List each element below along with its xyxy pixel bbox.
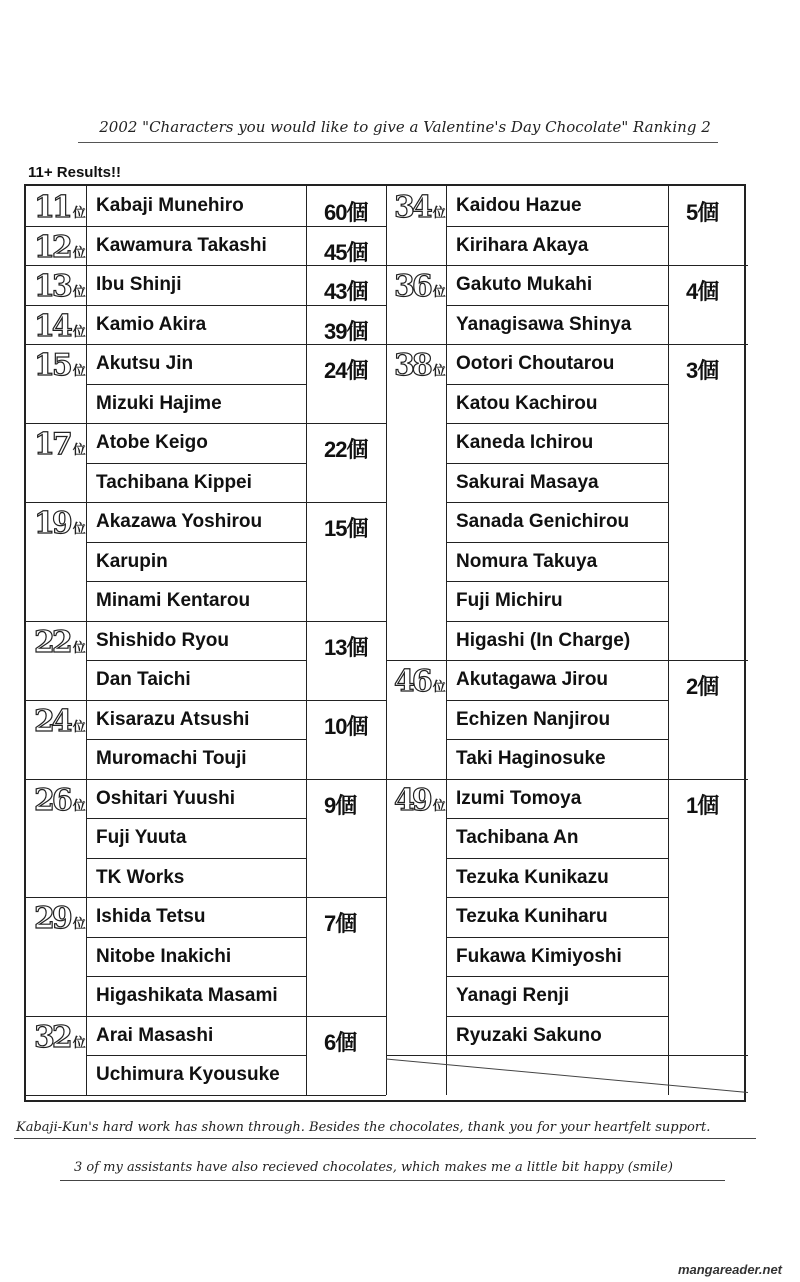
rank-label: 34 位 — [394, 190, 446, 225]
author-note-1: Kabaji-Kun's hard work has shown through. Besides the chocolates, thank you for your heartfelt support. — [16, 1120, 711, 1135]
rank-suffix: 位 — [432, 285, 446, 300]
row-divider — [446, 818, 668, 819]
character-name: Tachibana Kippei — [96, 471, 252, 493]
rank-suffix: 位 — [72, 798, 86, 814]
group-divider — [386, 265, 748, 266]
chocolate-count: 24個 — [324, 358, 368, 383]
ranking-table — [24, 184, 746, 1102]
group-divider — [26, 897, 386, 898]
character-name: Ryuzaki Sakuno — [456, 1024, 602, 1046]
group-divider — [386, 779, 748, 780]
rank-suffix: 位 — [72, 917, 86, 932]
row-divider — [86, 384, 306, 385]
row-divider — [446, 1016, 668, 1017]
character-name: Fuji Yuuta — [96, 827, 187, 848]
strike-line — [386, 1059, 748, 1093]
rank-suffix: 位 — [72, 1035, 86, 1051]
character-name: Fuji Michiru — [456, 590, 563, 611]
character-name: Arai Masashi — [96, 1024, 214, 1046]
rank-label: 14 位 — [34, 308, 86, 344]
row-divider — [446, 739, 668, 740]
rank-suffix: 位 — [432, 680, 446, 695]
character-name: Muromachi Touji — [96, 748, 247, 769]
row-divider — [446, 621, 668, 622]
column-divider — [668, 186, 669, 1095]
rank-label: 32 位 — [34, 1019, 86, 1055]
rank-suffix: 位 — [72, 285, 86, 300]
column-divider — [386, 186, 387, 1095]
character-name: TK Works — [96, 866, 185, 888]
chocolate-count: 1個 — [686, 792, 719, 818]
character-name: Yanagi Renji — [456, 985, 569, 1006]
note-underline-2 — [60, 1180, 725, 1181]
rank-label: 49 位 — [394, 782, 446, 818]
empty-row-strike — [386, 1055, 748, 1095]
row-divider — [446, 502, 668, 503]
character-name: Tezuka Kuniharu — [456, 906, 608, 927]
row-divider — [446, 463, 668, 464]
group-divider — [26, 1095, 386, 1096]
note-underline-1 — [14, 1138, 756, 1139]
rank-suffix: 位 — [432, 798, 446, 814]
rank-label: 24 位 — [34, 703, 86, 739]
rank-label: 11 位 — [34, 190, 86, 225]
rank-label: 22 位 — [34, 624, 86, 660]
row-divider — [446, 305, 668, 306]
page-title: 2002 "Characters you would like to give a Valentine's Day Chocolate" Ranking 2 — [99, 118, 711, 136]
row-divider — [86, 858, 306, 859]
group-divider — [26, 502, 386, 503]
rank-label: 19 位 — [34, 506, 86, 541]
chocolate-count: 22個 — [324, 437, 368, 462]
character-name: Kawamura Takashi — [96, 234, 267, 256]
rank-suffix: 位 — [72, 206, 86, 221]
character-name: Mizuki Hajime — [96, 392, 222, 414]
row-divider — [86, 660, 306, 661]
column-divider — [86, 186, 87, 1095]
chocolate-count: 39個 — [324, 318, 368, 344]
row-divider — [446, 423, 668, 424]
row-divider — [446, 581, 668, 582]
chocolate-count: 43個 — [324, 279, 368, 304]
rank-label: 15 位 — [34, 348, 86, 383]
row-divider — [446, 384, 668, 385]
rank-suffix: 位 — [432, 364, 446, 379]
group-divider — [26, 226, 386, 227]
rank-label: 38 位 — [394, 348, 446, 383]
chocolate-count: 15個 — [324, 516, 368, 541]
group-divider — [386, 660, 748, 661]
character-name: Dan Taichi — [96, 669, 191, 690]
row-divider — [86, 739, 306, 740]
chocolate-count: 60個 — [324, 200, 368, 225]
chocolate-count: 4個 — [686, 279, 719, 304]
group-divider — [386, 344, 748, 345]
chocolate-count: 2個 — [686, 674, 719, 699]
group-divider — [26, 700, 386, 701]
character-name: Kaneda Ichirou — [456, 432, 594, 453]
character-name: Karupin — [96, 550, 168, 572]
watermark: mangareader.net — [677, 1262, 782, 1277]
rank-suffix: 位 — [72, 364, 86, 379]
character-name: Oshitari Yuushi — [96, 787, 236, 809]
rank-label: 36 位 — [394, 269, 446, 304]
group-divider — [26, 621, 386, 622]
title-underline — [78, 142, 718, 143]
character-name: Tezuka Kunikazu — [456, 866, 609, 888]
chocolate-count: 10個 — [324, 713, 368, 739]
row-divider — [446, 858, 668, 859]
character-name: Gakuto Mukahi — [456, 274, 593, 295]
chocolate-count: 13個 — [324, 634, 368, 660]
character-name: Ootori Choutarou — [456, 353, 615, 374]
character-name: Higashi (In Charge) — [456, 629, 631, 651]
chocolate-count: 6個 — [324, 1029, 357, 1055]
row-divider — [446, 976, 668, 977]
character-name: Atobe Keigo — [96, 432, 208, 453]
character-name: Yanagisawa Shinya — [456, 313, 632, 335]
row-divider — [446, 226, 668, 227]
chocolate-count: 5個 — [686, 200, 719, 225]
character-name: Higashikata Masami — [96, 985, 278, 1006]
rank-suffix: 位 — [72, 522, 86, 537]
row-divider — [446, 937, 668, 938]
group-divider — [26, 779, 386, 780]
character-name: Sakurai Masaya — [456, 471, 599, 493]
row-divider — [446, 897, 668, 898]
group-divider — [26, 265, 386, 266]
rank-label: 13 位 — [34, 269, 86, 304]
character-name: Akutsu Jin — [96, 353, 194, 374]
row-divider — [86, 1055, 306, 1056]
chocolate-count: 9個 — [324, 792, 357, 818]
character-name: Ibu Shinji — [96, 274, 182, 295]
rank-label: 12 位 — [34, 229, 86, 265]
rank-suffix: 位 — [72, 324, 86, 340]
rank-suffix: 位 — [432, 206, 446, 221]
character-name: Echizen Nanjirou — [456, 708, 611, 730]
character-name: Sanada Genichirou — [456, 511, 630, 532]
results-subtitle: 11+ Results!! — [28, 164, 121, 181]
row-divider — [86, 463, 306, 464]
character-name: Kabaji Munehiro — [96, 195, 244, 216]
row-divider — [446, 542, 668, 543]
group-divider — [26, 1016, 386, 1017]
row-divider — [86, 818, 306, 819]
row-divider — [86, 976, 306, 977]
group-divider — [26, 305, 386, 306]
character-name: Fukawa Kimiyoshi — [456, 945, 622, 967]
character-name: Izumi Tomoya — [456, 787, 582, 809]
character-name: Uchimura Kyousuke — [96, 1064, 280, 1085]
character-name: Nitobe Inakichi — [96, 945, 232, 967]
rank-label: 46 位 — [394, 664, 446, 699]
character-name: Ishida Tetsu — [96, 906, 206, 927]
rank-suffix: 位 — [72, 443, 86, 458]
character-name: Akazawa Yoshirou — [96, 511, 263, 532]
character-name: Kisarazu Atsushi — [96, 708, 250, 730]
column-divider — [446, 186, 447, 1095]
character-name: Akutagawa Jirou — [456, 669, 609, 690]
chocolate-count: 3個 — [686, 358, 719, 383]
row-divider — [446, 700, 668, 701]
chocolate-count: 7個 — [324, 911, 357, 936]
author-note-2: 3 of my assistants have also recieved chocolates, which makes me a little bit happy (smile) — [74, 1160, 673, 1175]
rank-label: 26 位 — [34, 782, 86, 818]
rank-suffix: 位 — [72, 245, 86, 261]
rank-suffix: 位 — [72, 719, 86, 735]
rank-suffix: 位 — [72, 640, 86, 656]
character-name: Kaidou Hazue — [456, 195, 582, 216]
column-divider — [306, 186, 307, 1095]
character-name: Taki Haginosuke — [456, 748, 606, 769]
rank-label: 29 位 — [34, 901, 86, 936]
rank-label: 17 位 — [34, 427, 86, 462]
group-divider — [26, 344, 386, 345]
character-name: Minami Kentarou — [96, 590, 251, 611]
character-name: Tachibana An — [456, 827, 579, 848]
row-divider — [86, 937, 306, 938]
row-divider — [86, 542, 306, 543]
group-divider — [26, 423, 386, 424]
character-name: Kirihara Akaya — [456, 234, 589, 256]
chocolate-count: 45個 — [324, 239, 368, 265]
character-name: Kamio Akira — [96, 313, 207, 335]
row-divider — [86, 581, 306, 582]
character-name: Katou Kachirou — [456, 392, 598, 414]
character-name: Nomura Takuya — [456, 550, 598, 572]
character-name: Shishido Ryou — [96, 629, 229, 651]
